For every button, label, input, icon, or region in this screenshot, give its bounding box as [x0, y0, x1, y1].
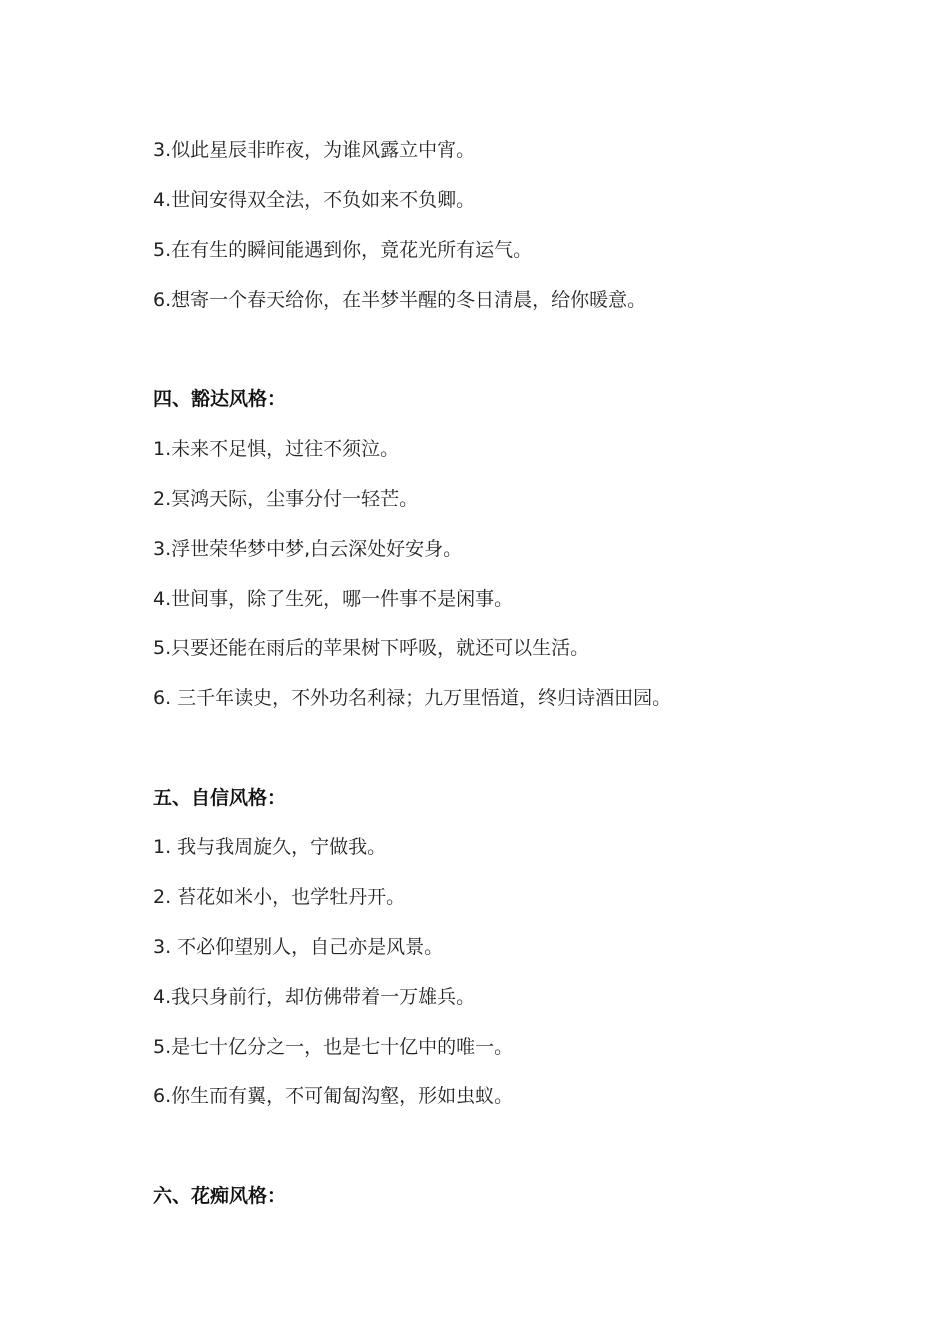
text-line: 3.似此星辰非昨夜，为谁风露立中宵。	[153, 139, 476, 161]
section-heading: 四、豁达风格：	[153, 388, 287, 410]
text-line: 4.世间安得双全法，不负如来不负卿。	[153, 189, 476, 211]
text-line: 5.只要还能在雨后的苹果树下呼吸，就还可以生活。	[153, 637, 590, 659]
text-line: 3. 不必仰望别人，自己亦是风景。	[153, 936, 444, 958]
text-line: 6.你生而有翼，不可匍匐沟壑，形如虫蚁。	[153, 1085, 514, 1107]
text-line: 2. 苔花如米小，也学牡丹开。	[153, 886, 406, 908]
section-heading: 六、花痴风格：	[153, 1185, 287, 1207]
text-line: 5.在有生的瞬间能遇到你，竟花光所有运气。	[153, 239, 533, 261]
text-line: 4.世间事，除了生死，哪一件事不是闲事。	[153, 588, 514, 610]
text-line: 6. 三千年读史，不外功名利禄；九万里悟道，终归诗酒田园。	[153, 687, 672, 709]
text-line: 1. 我与我周旋久，宁做我。	[153, 836, 387, 858]
text-line: 5.是七十亿分之一，也是七十亿中的唯一。	[153, 1036, 514, 1058]
text-line: 6.想寄一个春天给你，在半梦半醒的冬日清晨，给你暖意。	[153, 289, 647, 311]
text-line: 3.浮世荣华梦中梦,白云深处好安身。	[153, 538, 463, 560]
text-line: 4.我只身前行，却仿佛带着一万雄兵。	[153, 986, 476, 1008]
text-line: 2.冥鸿天际，尘事分付一轻芒。	[153, 488, 419, 510]
section-heading: 五、自信风格：	[153, 787, 287, 809]
text-line: 1.未来不足惧，过往不须泣。	[153, 438, 400, 460]
